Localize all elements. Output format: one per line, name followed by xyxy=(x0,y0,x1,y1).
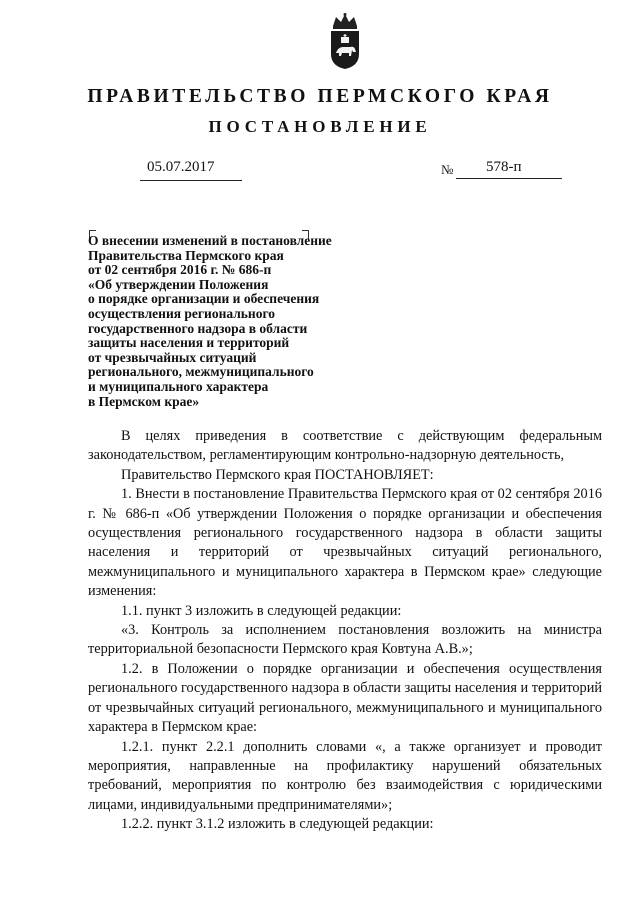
subject-line: о порядке организации и обеспечения xyxy=(88,291,320,307)
subject-line: государственного надзора в области xyxy=(88,320,308,336)
body-paragraph: 1.2.1. пункт 2.2.1 дополнить словами «, а также организует и проводит мероприятия, направленные на профилактику нарушений обязательных требований, мероприятия по контролю без взаимодействия с юридическими лицами, индивидуальными предпринимателями»; xyxy=(88,738,602,813)
date-underline xyxy=(140,180,242,181)
document-body xyxy=(88,427,602,835)
subject-line: от чрезвычайных ситуаций xyxy=(88,349,257,365)
body-paragraph: Правительство Пермского края ПОСТАНОВЛЯЕТ: xyxy=(121,466,434,483)
subject-line: в Пермском крае» xyxy=(88,393,200,409)
subject-line: регионального, межмуниципального xyxy=(88,364,314,380)
body-paragraph: В целях приведения в соответствие с действующим федеральным законодательством, регламентирующим контрольно-надзорную деятельность, xyxy=(88,428,602,464)
document-number: 578-п xyxy=(486,159,522,175)
subject-line: Правительства Пермского края xyxy=(88,247,284,263)
subject-line: от 02 сентября 2016 г. № 686-п xyxy=(88,262,272,278)
body-paragraph: 1.2.2. пункт 3.1.2 изложить в следующей редакции: xyxy=(121,816,434,833)
number-sign: № xyxy=(441,162,454,177)
subject-line: О внесении изменений в постановление xyxy=(88,233,332,248)
number-underline xyxy=(456,178,562,179)
subject-line: защиты населения и территорий xyxy=(88,335,290,351)
coat-of-arms-icon xyxy=(328,12,362,70)
subject-line: «Об утверждении Положения xyxy=(88,276,269,292)
document-date: 05.07.2017 xyxy=(147,159,215,175)
document-type: ПОСТАНОВЛЕНИЕ xyxy=(208,117,432,136)
org-title: ПРАВИТЕЛЬСТВО ПЕРМСКОГО КРАЯ xyxy=(87,86,553,107)
body-paragraph: 1.1. пункт 3 изложить в следующей редакции: xyxy=(121,602,402,619)
document-subject xyxy=(88,234,388,409)
subject-line: и муниципального характера xyxy=(88,378,269,394)
subject-line: осуществления регионального xyxy=(88,305,275,321)
body-paragraph: 1. Внести в постановление Правительства Пермского края от 02 сентября 2016 г. № 686-п «Об утверждении Положения о порядке организации и обеспечения осуществления регионального государственного надзора в области защиты населения и территорий от чрезвычайных ситуаций регионального, межмуниципального и муниципального характера в Пермском крае» следующие изменения: xyxy=(88,486,602,600)
body-paragraph: 1.2. в Положении о порядке организации и обеспечения осуществления регионального государственного надзора в области защиты населения и территорий от чрезвычайных ситуаций регионального, межмуниципального и муниципального характера в Пермском крае: xyxy=(88,660,602,736)
body-paragraph: «3. Контроль за исполнением постановления возложить на министра территориальной безопасности Пермского края Ковтуна А.В.»; xyxy=(88,622,602,658)
